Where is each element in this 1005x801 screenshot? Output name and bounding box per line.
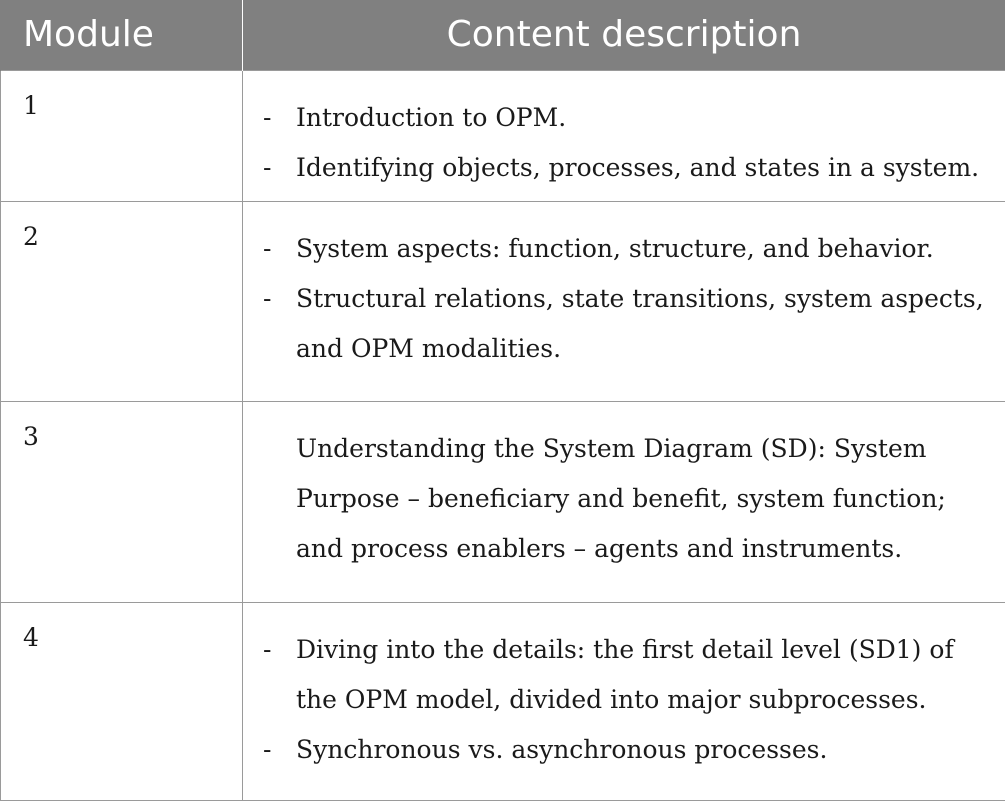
header-row — [1, 0, 1005, 70]
column-header-module: Module — [1, 0, 243, 70]
paragraph-text: Understanding the System Diagram (SD): System Purpose – beneficiary and benefit, system function; and process enablers – agents and instruments. — [296, 433, 946, 563]
content-item-list — [243, 93, 985, 193]
bullet-dash: - — [263, 152, 272, 182]
table-row — [1, 201, 1005, 401]
bullet-dash: - — [263, 283, 272, 313]
list-item-text: Structural relations, state transitions, system aspects, and OPM modalities. — [296, 283, 984, 363]
content-description-cell — [243, 70, 1005, 201]
list-item — [243, 143, 985, 193]
content-item-list — [243, 224, 985, 374]
bullet-dash: - — [263, 734, 272, 764]
content-item-list — [243, 625, 985, 775]
list-item — [243, 625, 985, 725]
table-row — [1, 401, 1005, 602]
module-number-cell: 2 — [1, 201, 243, 401]
table-row — [1, 602, 1005, 800]
module-number-cell: 1 — [1, 70, 243, 201]
list-item — [243, 725, 985, 775]
table-header — [1, 0, 1005, 70]
bullet-dash: - — [263, 634, 272, 664]
table-body — [1, 70, 1005, 800]
bullet-dash: - — [263, 102, 272, 132]
content-description-cell — [243, 602, 1005, 800]
column-header-content-description: Content description — [243, 0, 1005, 70]
content-description-cell — [243, 401, 1005, 602]
module-number-cell: 3 — [1, 401, 243, 602]
module-number-cell: 4 — [1, 602, 243, 800]
list-item — [243, 274, 985, 374]
list-item-text: System aspects: function, structure, and behavior. — [296, 233, 934, 263]
list-item — [243, 93, 985, 143]
content-description-cell — [243, 201, 1005, 401]
list-item-text: Introduction to OPM. — [296, 102, 567, 132]
list-item-text: Diving into the details: the first detail level (SD1) of the OPM model, divided into major subprocesses. — [296, 634, 954, 714]
list-item — [243, 224, 985, 274]
list-item-text: Synchronous vs. asynchronous processes. — [296, 734, 828, 764]
list-item-text: Identifying objects, processes, and states in a system. — [296, 152, 980, 182]
bullet-dash: - — [263, 233, 272, 263]
table-row — [1, 70, 1005, 201]
